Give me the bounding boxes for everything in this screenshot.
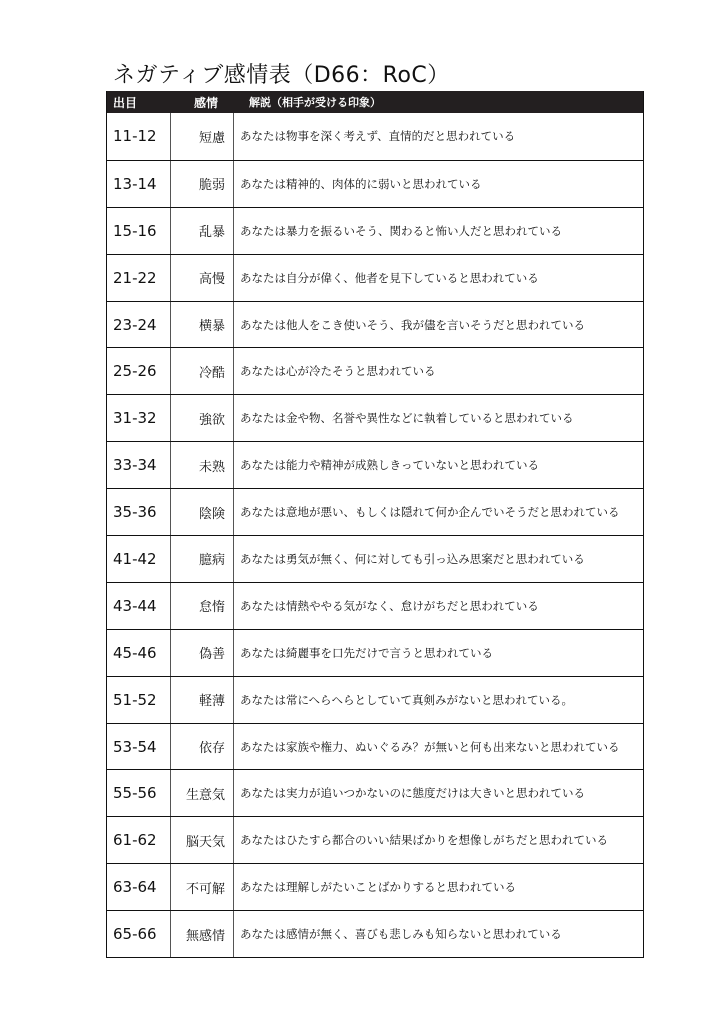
emotion-description: あなたは物事を深く考えず、直情的だと思われている xyxy=(240,129,516,144)
dice-range: 33-34 xyxy=(107,442,171,488)
dice-range: 63-64 xyxy=(107,864,171,910)
emotion-name: 高慢 xyxy=(171,255,234,301)
table-row xyxy=(107,582,643,629)
emotion-description: あなたは勇気が無く、何に対しても引っ込み思案だと思われている xyxy=(240,551,585,566)
table-row xyxy=(107,629,643,676)
emotion-name: 陰険 xyxy=(171,489,234,535)
table-row xyxy=(107,723,643,770)
emotion-name: 臆病 xyxy=(171,536,234,582)
emotion-name: 軽薄 xyxy=(171,677,234,723)
dice-range: 23-24 xyxy=(107,302,171,348)
header-description: 解説（相手が受ける印象） xyxy=(249,96,381,109)
emotion-name: 横暴 xyxy=(171,302,234,348)
page-title: ネガティブ感情表（D66：RoC） xyxy=(113,63,450,88)
emotion-description: あなたはひたすら都合のいい結果ばかりを想像しがちだと思われている xyxy=(240,833,608,848)
emotion-description: あなたは常にへらへらとしていて真剣みがないと思われている。 xyxy=(240,692,574,707)
emotion-description: あなたは家族や権力、ぬいぐるみ？が無いと何も出来ないと思われている xyxy=(240,739,620,754)
table-row xyxy=(107,394,643,441)
emotion-description: あなたは実力が追いつかないのに態度だけは大きいと思われている xyxy=(240,786,585,801)
dice-range: 51-52 xyxy=(107,677,171,723)
table-row xyxy=(107,769,643,816)
header-id: 出目 xyxy=(113,95,138,110)
dice-range: 13-14 xyxy=(107,161,171,207)
dice-range: 35-36 xyxy=(107,489,171,535)
emotion-description: あなたは感情が無く、喜びも悲しみも知らないと思われている xyxy=(240,927,562,942)
emotion-name: 冷酷 xyxy=(171,348,234,394)
emotion-name: 不可解 xyxy=(171,864,234,910)
emotion-description: あなたは他人をこき使いそう、我が儘を言いそうだと思われている xyxy=(240,317,585,332)
table-row xyxy=(107,488,643,535)
dice-range: 25-26 xyxy=(107,348,171,394)
table-row xyxy=(107,113,643,160)
emotion-description: あなたは自分が偉く、他者を見下していると思われている xyxy=(240,270,539,285)
table-row xyxy=(107,816,643,863)
emotion-name: 未熟 xyxy=(171,442,234,488)
emotion-name: 無感情 xyxy=(171,911,234,957)
table-header xyxy=(107,91,643,113)
emotion-name: 依存 xyxy=(171,724,234,770)
emotion-name: 偽善 xyxy=(171,630,234,676)
dice-range: 45-46 xyxy=(107,630,171,676)
emotion-description: あなたは暴力を振るいそう、関わると怖い人だと思われている xyxy=(240,223,562,238)
table-body xyxy=(107,113,643,957)
table-row xyxy=(107,676,643,723)
dice-range: 21-22 xyxy=(107,255,171,301)
emotion-description: あなたは心が冷たそうと思われている xyxy=(240,364,436,379)
emotion-name: 生意気 xyxy=(171,770,234,816)
dice-range: 55-56 xyxy=(107,770,171,816)
dice-range: 41-42 xyxy=(107,536,171,582)
dice-range: 11-12 xyxy=(107,113,171,160)
table-row xyxy=(107,301,643,348)
dice-range: 65-66 xyxy=(107,911,171,957)
emotion-name: 短慮 xyxy=(171,113,234,160)
table-row xyxy=(107,863,643,910)
emotion-description: あなたは能力や精神が成熟しきっていないと思われている xyxy=(240,458,539,473)
table-row xyxy=(107,441,643,488)
table-row xyxy=(107,207,643,254)
emotion-description: あなたは意地が悪い、もしくは隠れて何か企んでいそうだと思われている xyxy=(240,505,620,520)
emotion-description: あなたは金や物、名誉や異性などに執着していると思われている xyxy=(240,411,574,426)
emotion-name: 強欲 xyxy=(171,395,234,441)
emotion-name: 乱暴 xyxy=(171,208,234,254)
table-row xyxy=(107,347,643,394)
emotion-description: あなたは理解しがたいことばかりすると思われている xyxy=(240,880,516,895)
emotion-description: あなたは情熱ややる気がなく、怠けがちだと思われている xyxy=(240,598,539,613)
dice-range: 31-32 xyxy=(107,395,171,441)
dice-range: 15-16 xyxy=(107,208,171,254)
table-row xyxy=(107,254,643,301)
emotion-description: あなたは綺麗事を口先だけで言うと思われている xyxy=(240,645,493,660)
dice-range: 43-44 xyxy=(107,583,171,629)
dice-range: 61-62 xyxy=(107,817,171,863)
emotion-name: 怠惰 xyxy=(171,583,234,629)
dice-range: 53-54 xyxy=(107,724,171,770)
table-row xyxy=(107,910,643,957)
emotion-description: あなたは精神的、肉体的に弱いと思われている xyxy=(240,176,482,191)
table-row xyxy=(107,535,643,582)
table-row xyxy=(107,160,643,207)
emotion-name: 脆弱 xyxy=(171,161,234,207)
header-emotion: 感情 xyxy=(193,95,218,110)
emotion-table xyxy=(106,91,644,958)
emotion-name: 脳天気 xyxy=(171,817,234,863)
